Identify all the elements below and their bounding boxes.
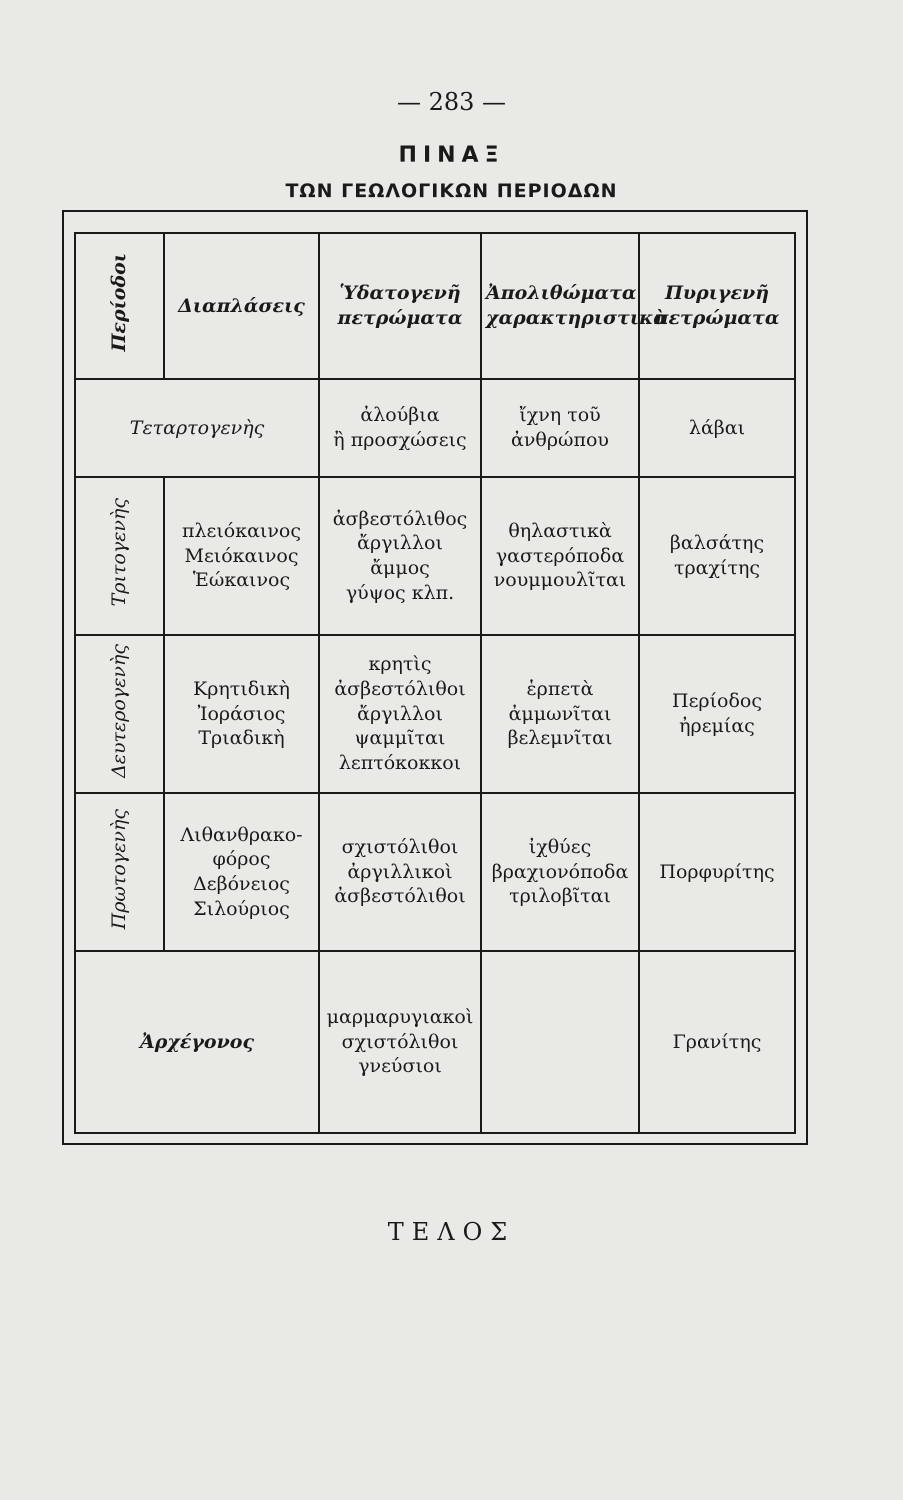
cell-line: βελεμνῖται bbox=[507, 727, 613, 750]
cell-line: ἴχνη τοῦ bbox=[519, 404, 601, 427]
header-formations: Διαπλάσεις bbox=[164, 234, 319, 379]
tertiary-igneous bbox=[639, 477, 794, 635]
cell-line: γύψος κλπ. bbox=[345, 581, 455, 604]
quaternary-igneous: λάβαι bbox=[639, 379, 794, 477]
period-tertiary: Τριτογενὴς bbox=[76, 477, 164, 635]
cell-line: μαρμαρυγιακοὶ bbox=[326, 1005, 474, 1028]
tertiary-formations bbox=[164, 477, 319, 635]
cell-line: ἀργιλλικοὶ bbox=[347, 860, 453, 883]
cell-line: ἀμμωνῖται bbox=[508, 702, 612, 725]
row-archean bbox=[76, 951, 794, 1132]
cell-line: θηλαστικὰ bbox=[508, 519, 612, 542]
cell-line: ἰχθύες bbox=[528, 835, 592, 858]
cell-line: σχιστόλιθοι bbox=[341, 835, 459, 858]
cell-line: βαλσάτης bbox=[669, 532, 765, 555]
cell-line: τριλοβῖται bbox=[509, 885, 611, 908]
cell-line: φόρος bbox=[212, 848, 271, 871]
archean-igneous: Γρανίτης bbox=[639, 951, 794, 1132]
quaternary-aqueous bbox=[319, 379, 481, 477]
cell-line: Περίοδος bbox=[672, 690, 762, 713]
row-quaternary bbox=[76, 379, 794, 477]
cell-line: ἑρπετὰ bbox=[526, 677, 594, 700]
cell-line: ἀσβεστόλιθοι bbox=[334, 885, 466, 908]
secondary-fossils bbox=[481, 635, 639, 793]
cell-line: ἢ προσχώσεις bbox=[333, 429, 467, 451]
header-period: Περίοδοι bbox=[76, 234, 164, 379]
cell-line: ἀνθρώπου bbox=[511, 429, 609, 451]
cell-line: ψαμμῖται bbox=[354, 727, 446, 750]
cell-line: Σιλούριος bbox=[193, 897, 290, 920]
period-archean: Ἀρχέγονος bbox=[76, 951, 319, 1132]
cell-line: νουμμουλῖται bbox=[493, 569, 627, 592]
page-title: ΠΙΝΑΞ bbox=[398, 143, 505, 168]
cell-line: κρητὶς bbox=[368, 653, 432, 676]
page-number: — 283 — bbox=[396, 88, 507, 116]
cell-line: ἄργιλλοι bbox=[357, 702, 443, 725]
row-secondary bbox=[76, 635, 794, 793]
header-igneous-rocks: Πυριγενῆ πετρώματα bbox=[639, 234, 794, 379]
cell-line: Τριαδικὴ bbox=[198, 727, 285, 750]
cell-line: ἠρεμίας bbox=[679, 715, 755, 737]
quaternary-fossils bbox=[481, 379, 639, 477]
table-header-row bbox=[76, 234, 794, 379]
secondary-formations bbox=[164, 635, 319, 793]
primary-igneous: Πορφυρίτης bbox=[639, 793, 794, 951]
period-secondary: Δευτερογενὴς bbox=[76, 635, 164, 793]
row-tertiary bbox=[76, 477, 794, 635]
cell-line: γαστερόποδα bbox=[495, 544, 625, 567]
table-frame bbox=[62, 210, 808, 1145]
end-text: ΤΕΛΟΣ bbox=[387, 1218, 516, 1246]
page-subtitle: ΤΩΝ ΓΕΩΛΟΓΙΚΩΝ ΠΕΡΙΟΔΩΝ bbox=[285, 180, 618, 202]
row-primary bbox=[76, 793, 794, 951]
table-inner-frame bbox=[74, 232, 796, 1134]
cell-line: Ἑώκαινος bbox=[192, 569, 291, 592]
cell-line: ἄργιλλοι bbox=[357, 532, 443, 555]
header-aqueous-rocks: Ὑδατογενῆ πετρώματα bbox=[319, 234, 481, 379]
archean-aqueous bbox=[319, 951, 481, 1132]
geological-periods-table bbox=[76, 234, 794, 1132]
tertiary-fossils bbox=[481, 477, 639, 635]
tertiary-aqueous bbox=[319, 477, 481, 635]
cell-line: Ἰοράσιος bbox=[197, 702, 286, 725]
primary-formations bbox=[164, 793, 319, 951]
rest-period bbox=[639, 635, 794, 793]
header-fossils: Ἀπολιθώματα χαρακτηριστικὰ bbox=[481, 234, 639, 379]
archean-fossils bbox=[481, 951, 639, 1132]
cell-line: πλειόκαινος bbox=[181, 519, 302, 542]
cell-line: ἀλούβια bbox=[360, 404, 440, 427]
cell-line: λεπτόκοκκοι bbox=[338, 752, 462, 775]
cell-line: τραχίτης bbox=[673, 557, 760, 579]
cell-line: ἀσβεστόλιθοι bbox=[334, 677, 466, 700]
cell-line: σχιστόλιθοι bbox=[341, 1030, 459, 1053]
period-quaternary: Τεταρτογενὴς bbox=[76, 379, 319, 477]
cell-line: Λιθανθρακο- bbox=[180, 823, 303, 846]
primary-fossils bbox=[481, 793, 639, 951]
cell-line: ἀσβεστόλιθος bbox=[332, 507, 468, 530]
cell-line: βραχιονόποδα bbox=[491, 860, 629, 883]
primary-aqueous bbox=[319, 793, 481, 951]
cell-line: Κρητιδικὴ bbox=[193, 677, 290, 700]
secondary-aqueous bbox=[319, 635, 481, 793]
cell-line: ἄμμος bbox=[370, 557, 430, 579]
cell-line: Δεβόνειος bbox=[193, 873, 290, 895]
cell-line: Μειόκαινος bbox=[184, 544, 299, 567]
period-primary: Πρωτογενὴς bbox=[76, 793, 164, 951]
cell-line: γνεύσιοι bbox=[358, 1055, 442, 1078]
